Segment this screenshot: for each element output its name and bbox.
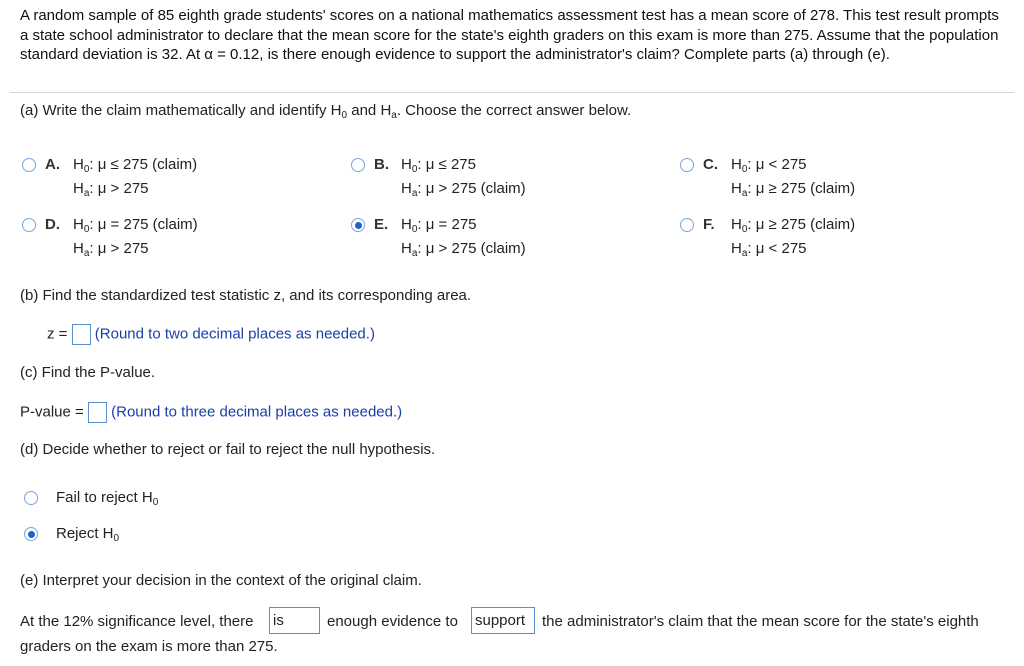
part-e-text2: enough evidence to — [327, 613, 458, 630]
ha-sub: a — [411, 248, 418, 259]
option-f-h0-text: : μ ≥ 275 (claim) — [747, 216, 856, 233]
option-b-radio[interactable] — [351, 158, 365, 172]
ha-sub: a — [83, 188, 90, 199]
option-d-h0-text: : μ = 275 (claim) — [89, 216, 198, 233]
part-a-prompt-mid: and H — [347, 102, 392, 119]
option-e-radio[interactable] — [351, 218, 365, 232]
option-f-ha: $H_a$: μ < 275 — [731, 240, 807, 259]
part-b-prompt: (b) Find the standardized test statistic z, and its corresponding area. — [20, 287, 472, 304]
option-e-h0: $H_0$: μ = 275 — [401, 216, 477, 235]
part-a-prompt-text: (a) Write the claim mathematically and identify H — [20, 102, 342, 119]
part-e-text1: At the 12% significance level, there — [20, 613, 254, 630]
option-c-ha: $H_a$: μ ≥ 275 (claim) — [731, 180, 856, 199]
option-d-ha: $H_a$: μ > 275 — [73, 240, 149, 259]
option-a-ha: $H_a$: μ > 275 — [73, 180, 149, 199]
option-e-ha: $H_a$: μ > 275 (claim) — [401, 240, 526, 259]
option-c-ha-text: : μ ≥ 275 (claim) — [747, 180, 856, 197]
h0-sub: 0 — [83, 164, 90, 175]
p-value-input[interactable] — [88, 402, 107, 423]
fail-to-reject-text: Fail to reject H — [56, 489, 153, 506]
option-d-h0: $H_0$: μ = 275 (claim) — [73, 216, 198, 235]
ha-sub: a — [83, 248, 90, 259]
option-d-letter: D. — [45, 216, 60, 233]
option-e-h0-text: : μ = 275 — [417, 216, 477, 233]
reject-radio[interactable] — [24, 527, 38, 541]
h0-sub: 0 — [411, 164, 418, 175]
option-a-h0-text: : μ ≤ 275 (claim) — [89, 156, 198, 173]
option-a-h0: $H_0$: μ ≤ 275 (claim) — [73, 156, 198, 175]
support-select[interactable]: support — [471, 607, 535, 634]
part-c-prompt: (c) Find the P-value. — [20, 364, 156, 381]
option-b-h0-text: : μ ≤ 275 — [417, 156, 476, 173]
z-input[interactable] — [72, 324, 91, 345]
option-d-ha-text: : μ > 275 — [89, 240, 149, 257]
option-f-letter: F. — [703, 216, 715, 233]
option-b-ha: $H_a$: μ > 275 (claim) — [401, 180, 526, 199]
part-d-prompt: (d) Decide whether to reject or fail to reject the null hypothesis. — [20, 441, 436, 458]
fail-to-reject-label — [56, 489, 158, 508]
h0-sub: 0 — [113, 533, 120, 544]
option-d-radio[interactable] — [22, 218, 36, 232]
part-e-text4: graders on the exam is more than 275. — [20, 638, 278, 655]
h0-sub: 0 — [741, 164, 748, 175]
p-value-hint: (Round to three decimal places as needed.) — [111, 403, 403, 421]
part-e-text3: the administrator's claim that the mean score for the state's eighth — [542, 613, 979, 630]
option-c-h0-text: : μ < 275 — [747, 156, 807, 173]
evidence-select[interactable]: is — [269, 607, 320, 634]
option-f-h0: $H_0$: μ ≥ 275 (claim) — [731, 216, 856, 235]
option-c-radio[interactable] — [680, 158, 694, 172]
option-f-ha-text: : μ < 275 — [747, 240, 807, 257]
h0-sub: 0 — [411, 224, 418, 235]
option-e-ha-text: : μ > 275 (claim) — [417, 240, 526, 257]
h0-sub: 0 — [741, 224, 748, 235]
option-b-h0: $H_0$: μ ≤ 275 — [401, 156, 476, 175]
z-answer-row — [47, 324, 375, 345]
option-f-radio[interactable] — [680, 218, 694, 232]
option-c-letter: C. — [703, 156, 718, 173]
p-value-answer-row — [20, 402, 402, 423]
fail-to-reject-radio[interactable] — [24, 491, 38, 505]
reject-text: Reject H — [56, 525, 114, 542]
option-e-letter: E. — [374, 216, 389, 233]
option-b-letter: B. — [374, 156, 389, 173]
part-e-prompt: (e) Interpret your decision in the context of the original claim. — [20, 572, 422, 589]
question-text: A random sample of 85 eighth grade students' scores on a national mathematics assessment test has a mean score of 278. This test result prompts a state school administrator to declare that the mean score for the state's eighth graders on this exam is more than 275. Assume that the population standard deviation is 32. At α = 0.12, is there enough evidence to support the administrator's claim? Complete parts (a) through (e). — [20, 7, 999, 63]
option-a-radio[interactable] — [22, 158, 36, 172]
p-value-label: P-value = — [20, 403, 84, 421]
h0-sub: 0 — [83, 224, 90, 235]
ha-sub: a — [411, 188, 418, 199]
reject-label — [56, 525, 119, 544]
ha-sub: a — [741, 248, 748, 259]
option-c-h0: $H_0$: μ < 275 — [731, 156, 807, 175]
ha-subscript: a — [391, 110, 397, 121]
option-a-ha-text: : μ > 275 — [89, 180, 149, 197]
part-a-prompt — [20, 102, 631, 121]
option-b-ha-text: : μ > 275 (claim) — [417, 180, 526, 197]
divider — [10, 92, 1014, 93]
z-label: z = — [47, 325, 68, 343]
h0-subscript: 0 — [341, 110, 348, 121]
part-a-prompt-end: . Choose the correct answer below. — [396, 102, 632, 119]
ha-sub: a — [741, 188, 748, 199]
option-a-letter: A. — [45, 156, 60, 173]
z-hint: (Round to two decimal places as needed.) — [94, 325, 375, 343]
h0-sub: 0 — [152, 497, 159, 508]
